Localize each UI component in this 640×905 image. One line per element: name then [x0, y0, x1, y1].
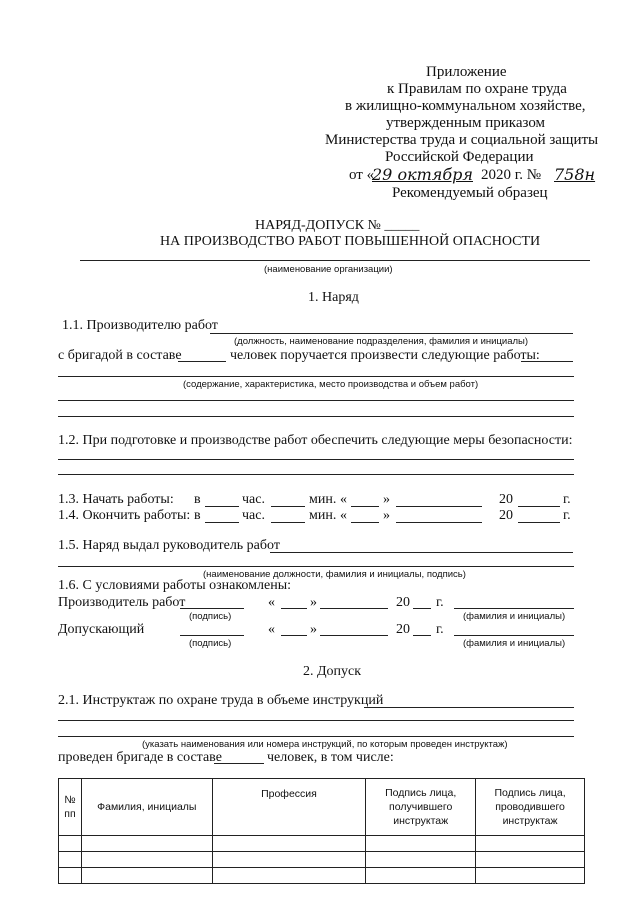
- in-word: в: [194, 492, 201, 507]
- brigade-works-label: человек поручается произвести следующие работы:: [230, 348, 540, 363]
- start-year-line[interactable]: [518, 506, 560, 507]
- table-row: [59, 852, 585, 868]
- end-day-line[interactable]: [351, 522, 379, 523]
- brigade-count-line[interactable]: [178, 361, 226, 362]
- item-1-6-label: 1.6. С условиями работы ознакомлены:: [58, 578, 292, 593]
- quote-close: »: [310, 622, 317, 637]
- year-suffix: г.: [436, 622, 444, 637]
- table-row: [59, 868, 585, 884]
- year-prefix: 20: [396, 595, 410, 610]
- appendix-country: Российской Федерации: [385, 149, 534, 165]
- producer-sign-label: Производитель работ: [58, 595, 186, 610]
- table-cell[interactable]: [212, 852, 366, 868]
- admitter-day-line[interactable]: [281, 635, 307, 636]
- table-cell[interactable]: [366, 836, 476, 852]
- producer-fio-line[interactable]: [454, 608, 574, 609]
- table-cell[interactable]: [59, 852, 82, 868]
- admitter-sign-line[interactable]: [180, 635, 244, 636]
- hour-word: час.: [242, 492, 265, 507]
- issuer-line-2[interactable]: [58, 566, 574, 567]
- end-month-line[interactable]: [396, 522, 482, 523]
- briefing-table: [58, 778, 585, 884]
- quote-open: «: [268, 622, 275, 637]
- col-number-header: [59, 779, 82, 836]
- item-1-2-label: 1.2. При подготовке и производстве работ обеспечить следующие меры безопасности:: [58, 433, 573, 448]
- date-prefix: от «: [349, 167, 375, 183]
- quote-open: «: [340, 508, 347, 523]
- col-number-text: пп: [64, 808, 76, 820]
- year-suffix: г.: [436, 595, 444, 610]
- item-1-5-label: 1.5. Наряд выдал руководитель работ: [58, 538, 280, 553]
- col-receiver-text: Подпись лица,: [385, 786, 457, 799]
- item-1-4-label: 1.4. Окончить работы:: [58, 508, 191, 523]
- item-2-1-label: 2.1. Инструктаж по охране труда в объеме инструкций: [58, 693, 384, 708]
- col-profession-text: Профессия: [261, 788, 317, 800]
- producer-field-line[interactable]: [210, 333, 573, 334]
- issuer-line-1[interactable]: [270, 552, 573, 553]
- end-year-line[interactable]: [518, 522, 560, 523]
- start-hour-line[interactable]: [205, 506, 239, 507]
- quote-open: «: [340, 492, 347, 507]
- works-line-3[interactable]: [58, 416, 574, 417]
- instructions-line-2[interactable]: [58, 720, 574, 721]
- col-profession-header: [212, 779, 366, 836]
- col-conductor-text: проводившего: [495, 800, 565, 813]
- section-2-heading: 2. Допуск: [303, 664, 362, 679]
- works-line-2[interactable]: [58, 400, 574, 401]
- admitter-month-line[interactable]: [320, 635, 388, 636]
- date-year-number: 2020 г. №: [481, 167, 542, 183]
- table-cell[interactable]: [476, 868, 585, 884]
- table-cell[interactable]: [212, 836, 366, 852]
- instructions-line-3[interactable]: [58, 736, 574, 737]
- quote-open: «: [268, 595, 275, 610]
- year-suffix: г.: [563, 492, 571, 507]
- item-1-1-label: 1.1. Производителю работ: [62, 318, 218, 333]
- table-cell[interactable]: [476, 852, 585, 868]
- start-month-line[interactable]: [396, 506, 482, 507]
- hour-word: час.: [242, 508, 265, 523]
- appendix-label: Приложение: [426, 64, 507, 80]
- admitter-year-line[interactable]: [413, 635, 431, 636]
- appendix-rules: к Правилам по охране труда: [387, 81, 567, 97]
- recommended-sample: Рекомендуемый образец: [392, 185, 548, 201]
- quote-close: »: [383, 492, 390, 507]
- col-name-header: Фамилия, инициалы: [81, 779, 212, 836]
- briefing-brigade-label: проведен бригаде в составе: [58, 750, 222, 765]
- quote-close: »: [310, 595, 317, 610]
- works-line-1[interactable]: [58, 376, 574, 377]
- end-min-line[interactable]: [271, 522, 305, 523]
- instructions-caption: (указать наименования или номера инструкций, по которым проведен инструктаж): [142, 739, 508, 750]
- works-short-line[interactable]: [521, 361, 573, 362]
- table-cell[interactable]: [59, 836, 82, 852]
- sign-caption: (подпись): [189, 638, 232, 649]
- quote-close: »: [383, 508, 390, 523]
- admitter-sign-label: Допускающий: [58, 622, 145, 637]
- producer-caption: (должность, наименование подразделения, фамилия и инициалы): [234, 336, 529, 347]
- producer-month-line[interactable]: [320, 608, 388, 609]
- fio-caption: (фамилия и инициалы): [463, 638, 566, 649]
- table-cell[interactable]: [366, 852, 476, 868]
- brigade-label: с бригадой в составе: [58, 348, 182, 363]
- start-day-line[interactable]: [351, 506, 379, 507]
- instructions-line-1[interactable]: [364, 707, 574, 708]
- form-title-number: НАРЯД-ДОПУСК № _____: [255, 218, 420, 233]
- year-suffix: г.: [563, 508, 571, 523]
- min-word: мин.: [309, 508, 337, 523]
- table-cell[interactable]: [81, 868, 212, 884]
- org-name-line[interactable]: [80, 260, 590, 261]
- form-title: НА ПРОИЗВОДСТВО РАБОТ ПОВЫШЕННОЙ ОПАСНОСТИ: [160, 234, 541, 249]
- works-caption: (содержание, характеристика, место производства и объем работ): [183, 379, 479, 390]
- briefing-people-label: человек, в том числе:: [267, 750, 394, 765]
- year-prefix: 20: [396, 622, 410, 637]
- org-name-caption: (наименование организации): [264, 264, 393, 275]
- col-receiver-text: инструктаж: [393, 815, 449, 828]
- end-hour-line[interactable]: [205, 522, 239, 523]
- handwritten-date: 29 октября: [372, 165, 473, 184]
- sign-caption: (подпись): [189, 611, 232, 622]
- col-conductor-signature-header: [476, 779, 585, 836]
- producer-sign-line[interactable]: [180, 608, 244, 609]
- col-conductor-text: инструктаж: [502, 815, 558, 828]
- producer-day-line[interactable]: [281, 608, 307, 609]
- table-cell[interactable]: [366, 868, 476, 884]
- year-prefix: 20: [499, 508, 513, 523]
- table-cell[interactable]: [81, 852, 212, 868]
- col-receiver-text: получившего: [389, 800, 453, 813]
- start-min-line[interactable]: [271, 506, 305, 507]
- col-number-text: №: [64, 793, 76, 806]
- table-cell[interactable]: [476, 836, 585, 852]
- producer-year-line[interactable]: [413, 608, 431, 609]
- fio-caption: (фамилия и инициалы): [463, 611, 566, 622]
- col-conductor-text: Подпись лица,: [494, 786, 566, 799]
- table-row: [59, 836, 585, 852]
- safety-line-1[interactable]: [58, 459, 574, 460]
- briefing-count-line[interactable]: [214, 763, 264, 764]
- table-cell[interactable]: [212, 868, 366, 884]
- handwritten-number: 758н: [554, 165, 596, 184]
- table-cell[interactable]: [81, 836, 212, 852]
- appendix-ministry: Министерства труда и социальной защиты: [325, 132, 599, 148]
- col-receiver-signature-header: [366, 779, 476, 836]
- section-1-heading: 1. Наряд: [308, 290, 359, 305]
- appendix-order: утвержденным приказом: [386, 115, 546, 131]
- in-word: в: [194, 508, 201, 523]
- item-1-3-label: 1.3. Начать работы:: [58, 492, 174, 507]
- min-word: мин.: [309, 492, 337, 507]
- appendix-sector: в жилищно-коммунальном хозяйстве,: [345, 98, 586, 114]
- safety-line-2[interactable]: [58, 474, 574, 475]
- table-cell[interactable]: [59, 868, 82, 884]
- admitter-fio-line[interactable]: [454, 635, 574, 636]
- year-prefix: 20: [499, 492, 513, 507]
- table-header-row: [59, 779, 585, 836]
- issuer-caption: (наименование должности, фамилия и инициалы, подпись): [203, 569, 466, 580]
